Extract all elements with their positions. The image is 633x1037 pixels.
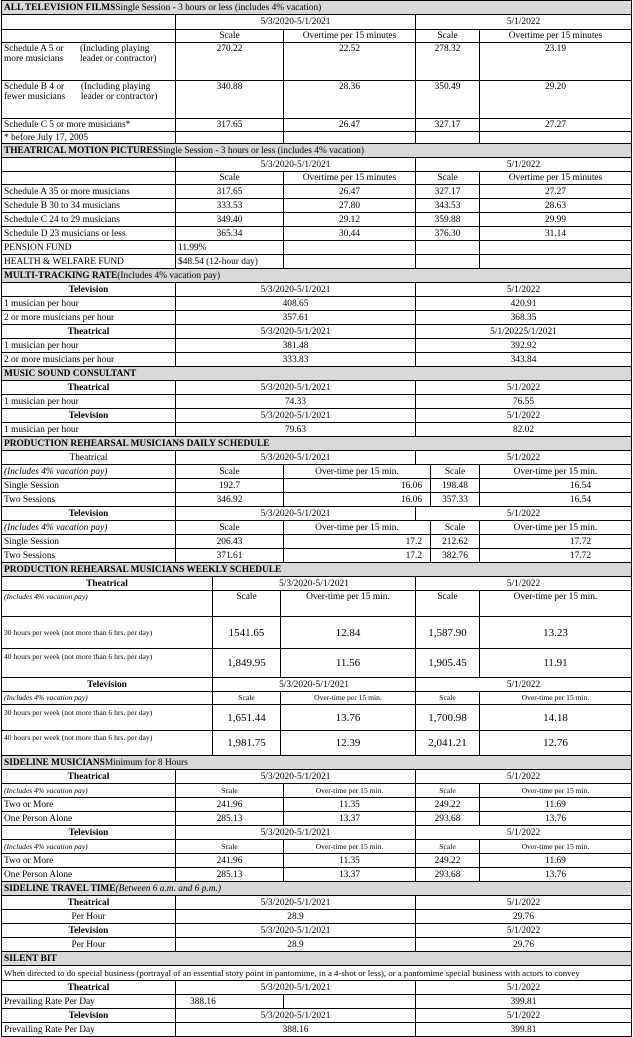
rate-value: 26.47 xyxy=(283,185,415,198)
rate-value: 17.72 xyxy=(479,535,631,548)
row-label: 1 musician per hour xyxy=(4,298,79,309)
period-label: 5/3/2020-5/1/2021 xyxy=(175,158,415,171)
period-label: 5/1/2022 xyxy=(415,826,631,839)
footnote-row xyxy=(1,132,632,144)
rate-value: 13.37 xyxy=(283,812,415,825)
period-label: 5/3/2020-5/1/2021 xyxy=(175,1009,415,1022)
rate-value: 293.68 xyxy=(415,868,479,881)
row-label: 30 hours per week (not more than 6 hrs. per day) xyxy=(4,627,153,637)
rate-value: 11.35 xyxy=(283,798,415,811)
section-header-rehearsal-weekly xyxy=(1,563,632,577)
rate-value: 1,981.75 xyxy=(212,731,280,755)
section-title: MUSIC SOUND CONSULTANT xyxy=(4,368,137,379)
rate-value: 29.76 xyxy=(415,910,631,923)
column-header: Scale xyxy=(415,30,479,42)
period-label: 5/1/2022 xyxy=(415,158,631,171)
column-header: Scale xyxy=(430,521,479,534)
period-label: 5/1/2022 xyxy=(415,896,631,909)
row-label: 1 musician per hour xyxy=(4,340,79,351)
rate-value: 1,700.98 xyxy=(415,705,479,730)
column-header: Overtime per 15 minutes xyxy=(283,30,415,42)
table-row xyxy=(1,731,632,756)
rate-value: 12.76 xyxy=(479,731,631,755)
subheader-label: Television xyxy=(68,284,109,295)
section-header-sideline xyxy=(1,756,632,770)
rate-value: 16.06 xyxy=(283,479,430,492)
row-label: 2 or more musicians per hour xyxy=(4,312,115,323)
column-header: Over-time per 15 min. xyxy=(280,692,415,704)
row-label: PENSION FUND xyxy=(4,242,72,253)
row-label: 40 hours per week (not more than 6 hrs. per day) xyxy=(4,733,153,742)
section-header-travel xyxy=(1,882,632,896)
subheader-row xyxy=(1,381,632,395)
period-label: 5/1/2022 xyxy=(415,451,631,464)
rate-value: 349.40 xyxy=(175,213,283,226)
row-label: Prevailing Rate Per Day xyxy=(4,996,95,1007)
rate-value: 28.9 xyxy=(175,938,415,951)
rate-value: 27.27 xyxy=(479,119,631,131)
subheader-row xyxy=(1,826,632,840)
rate-value: 365.34 xyxy=(175,227,283,240)
column-header: Scale xyxy=(175,172,283,184)
table-row xyxy=(1,297,632,311)
vacation-note: (Includes 4% vacation pay) xyxy=(4,592,88,601)
table-row xyxy=(1,353,632,367)
table-row xyxy=(1,854,632,868)
subheader-label: Television xyxy=(87,679,127,690)
rate-value: 1,651.44 xyxy=(212,705,280,730)
subheader-row xyxy=(1,896,632,910)
vacation-note: (Includes 4% vacation pay) xyxy=(4,522,108,533)
column-header: Over-time per 15 min. xyxy=(283,840,415,853)
rate-value: 357.33 xyxy=(430,493,479,506)
rate-value: 241.96 xyxy=(175,798,283,811)
period-label: 5/1/2022 xyxy=(415,381,631,394)
subheader-row xyxy=(1,770,632,784)
column-header: Overtime per 15 minutes xyxy=(479,30,631,42)
rate-value: 29.99 xyxy=(479,213,631,226)
table-row xyxy=(1,479,632,493)
column-header: Scale xyxy=(415,172,479,184)
row-label: Per Hour xyxy=(71,911,106,922)
rate-value: 27.27 xyxy=(479,185,631,198)
rate-value: 29.76 xyxy=(415,938,631,951)
rate-value: 382.76 xyxy=(430,549,479,562)
column-header: Scale xyxy=(415,591,479,616)
column-header: Scale xyxy=(415,784,479,797)
rate-value: 333.53 xyxy=(175,199,283,212)
period-label: 5/1/2022 xyxy=(415,283,631,296)
rate-value: 14.18 xyxy=(479,705,631,730)
rate-value: 206.43 xyxy=(175,535,283,548)
subheader-label: Television xyxy=(68,1010,109,1021)
rate-value: 388.16 xyxy=(175,995,283,1008)
rate-value: 28.63 xyxy=(479,199,631,212)
rate-value: 17.72 xyxy=(479,549,631,562)
subheader-row xyxy=(1,325,632,339)
period-label: 5/3/2020-5/1/2021 xyxy=(175,283,415,296)
period-label: 5/1/2022 xyxy=(415,577,631,590)
vacation-note: (Includes 4% vacation pay) xyxy=(4,466,108,477)
section-header-rehearsal-daily xyxy=(1,437,632,451)
rate-value: 376.30 xyxy=(415,227,479,240)
table-row xyxy=(1,868,632,882)
section-title: SIDELINE TRAVEL TIME (Between 6 a.m. and 6 p.m.) xyxy=(4,883,221,894)
subheader-row xyxy=(1,283,632,297)
subheader-row xyxy=(1,981,632,995)
rate-value: 317.65 xyxy=(175,119,283,131)
period-label: 5/3/2020-5/1/2021 xyxy=(175,896,415,909)
column-header: Over-time per 15 min. xyxy=(479,840,631,853)
column-header: Over-time per 15 min. xyxy=(479,784,631,797)
column-header: Scale xyxy=(430,465,479,478)
rate-value: 357.61 xyxy=(175,311,415,324)
row-label: 30 hours per week (not more than 6 hrs. per day) xyxy=(4,708,153,717)
rate-value: 16.54 xyxy=(479,479,631,492)
rate-value: 343.84 xyxy=(415,353,631,366)
row-label: 1 musician per hour xyxy=(4,424,79,435)
period-label: 5/3/2020-5/1/2021 xyxy=(175,826,415,839)
subheader-label: Theatrical xyxy=(67,771,110,782)
rate-value: 249.22 xyxy=(415,798,479,811)
column-header: Over-time per 15 min. xyxy=(479,692,631,704)
vacation-note: (Includes 4% vacation pay) xyxy=(4,693,88,702)
column-header: Scale xyxy=(175,521,283,534)
rate-value: 11.69 xyxy=(479,854,631,867)
period-label: 5/3/2020-5/1/2021 xyxy=(175,325,415,338)
rate-value: 27.80 xyxy=(283,199,415,212)
vacation-note: (Includes 4% vacation pay) xyxy=(4,841,88,851)
period-label: 5/1/2022 xyxy=(415,678,631,691)
table-row xyxy=(1,185,632,199)
column-header-row xyxy=(1,784,632,798)
table-row xyxy=(1,910,632,924)
section-header-tv-films xyxy=(1,0,632,15)
column-header-row xyxy=(1,465,632,479)
rate-sheet xyxy=(1,0,632,1037)
subheader-row xyxy=(1,924,632,938)
subheader-row xyxy=(1,678,632,692)
rate-value: 23.19 xyxy=(479,43,631,80)
rate-value: 327.17 xyxy=(415,119,479,131)
section-title: SILENT BIT xyxy=(4,953,57,964)
column-header-row xyxy=(1,692,632,705)
rate-value: 343.53 xyxy=(415,199,479,212)
pension-value: 11.99% xyxy=(175,241,283,254)
table-row xyxy=(1,493,632,507)
table-row xyxy=(1,938,632,952)
column-header-row xyxy=(1,840,632,854)
column-header-row xyxy=(1,521,632,535)
column-header: Scale xyxy=(212,591,280,616)
row-label: Schedule B 30 to 34 musicians xyxy=(4,200,120,211)
health-welfare-value: $48.54 (12-hour day) xyxy=(175,255,283,268)
table-row xyxy=(1,311,632,325)
subheader-row xyxy=(1,1009,632,1023)
table-row xyxy=(1,549,632,563)
table-row xyxy=(1,617,632,649)
row-label: Per Hour xyxy=(71,939,106,950)
rate-value: 399.81 xyxy=(415,995,631,1008)
row-label: Two or More xyxy=(4,799,54,810)
rate-value: 285.13 xyxy=(175,868,283,881)
rate-value: 29.20 xyxy=(479,81,631,118)
row-label: Prevailing Rate Per Day xyxy=(4,1024,95,1035)
subheader-label: Television xyxy=(68,827,109,838)
subheader-label: Television xyxy=(68,925,109,936)
period-label: 5/1/2022 xyxy=(415,15,631,29)
table-row xyxy=(1,339,632,353)
subheader-row xyxy=(1,409,632,423)
period-label: 5/3/2020-5/1/2021 xyxy=(175,381,415,394)
rate-value: 12.84 xyxy=(280,617,415,648)
subheader-label: Theatrical xyxy=(67,382,110,393)
period-label: 5/1/2022 xyxy=(415,924,631,937)
rate-value: 198.48 xyxy=(430,479,479,492)
rate-value: 13.76 xyxy=(479,812,631,825)
rate-value: 11.56 xyxy=(280,649,415,677)
column-header: Scale xyxy=(415,840,479,853)
column-header: Over-time per 15 min. xyxy=(479,521,631,534)
rate-value: 17.2 xyxy=(283,535,430,548)
rate-value: 317.65 xyxy=(175,185,283,198)
period-label: 5/1/20225/1/2021 xyxy=(415,325,631,338)
subheader-label: Theatrical xyxy=(86,578,128,589)
rate-value: 11.35 xyxy=(283,854,415,867)
row-label: Two or More xyxy=(4,855,54,866)
rate-value: 28.9 xyxy=(175,910,415,923)
table-row xyxy=(1,213,632,227)
rate-value: 17.2 xyxy=(283,549,430,562)
section-title: ALL TELEVISION FILMS Single Session - 3 hours or less (includes 4% vacation) xyxy=(4,2,322,13)
rate-value: 368.35 xyxy=(415,311,631,324)
period-row xyxy=(1,15,632,30)
row-label: 40 hours per week (not more than 6 hrs. per day) xyxy=(4,652,153,661)
table-row xyxy=(1,423,632,437)
section-title: PRODUCTION REHEARSAL MUSICIANS DAILY SCHEDULE xyxy=(4,438,270,449)
vacation-note: (Includes 4% vacation pay) xyxy=(4,785,88,795)
row-label: HEALTH & WELFARE FUND xyxy=(4,256,124,267)
section-title: PRODUCTION REHEARSAL MUSICIANS WEEKLY SCHEDULE xyxy=(4,564,282,575)
rate-value: 31.14 xyxy=(479,227,631,240)
rate-value: 285.13 xyxy=(175,812,283,825)
rate-value: 13.76 xyxy=(479,868,631,881)
rate-value: 13.23 xyxy=(479,617,631,648)
period-label: 5/1/2022 xyxy=(415,770,631,783)
rate-value: 388.16 xyxy=(175,1023,415,1036)
period-row xyxy=(1,158,632,172)
row-label: Two Sessions xyxy=(4,550,56,561)
rate-value: 1,849.95 xyxy=(212,649,280,677)
row-label: 2 or more musicians per hour xyxy=(4,354,115,365)
period-label: 5/1/2022 xyxy=(415,507,631,520)
table-row xyxy=(1,812,632,826)
rate-value: 22.52 xyxy=(283,43,415,80)
rate-value: 28.36 xyxy=(283,81,415,118)
period-label: 5/3/2020-5/1/2021 xyxy=(175,981,415,994)
rate-value: 76.55 xyxy=(415,395,631,408)
period-label: 5/3/2020-5/1/2021 xyxy=(175,924,415,937)
rate-value: 2,041.21 xyxy=(415,731,479,755)
rate-value: 249.22 xyxy=(415,854,479,867)
column-header-row xyxy=(1,30,632,43)
table-row xyxy=(1,395,632,409)
rate-value: 333.83 xyxy=(175,353,415,366)
section-description: When directed to do special business (portrayal of an essential story point in pantomime, in a 4-shot or less), or a pantomime special business with actors to convey xyxy=(4,968,580,978)
description-row xyxy=(1,966,632,981)
table-row xyxy=(1,649,632,678)
section-header-consultant xyxy=(1,367,632,381)
subheader-label: Theatrical xyxy=(67,326,110,337)
column-header: Over-time per 15 min. xyxy=(283,784,415,797)
subheader-label: Television xyxy=(68,410,109,421)
rate-value: 30.44 xyxy=(283,227,415,240)
column-header: Over-time per 15 min. xyxy=(479,465,631,478)
rate-value: 420.91 xyxy=(415,297,631,310)
subheader-label: Theatrical xyxy=(67,897,110,908)
rate-value: 13.76 xyxy=(280,705,415,730)
rate-value: 11.69 xyxy=(479,798,631,811)
rate-value: 270.22 xyxy=(175,43,283,80)
column-header: Scale xyxy=(175,30,283,42)
column-header: Over-time per 15 min. xyxy=(283,465,430,478)
pension-row xyxy=(1,241,632,255)
rate-value: 1,905.45 xyxy=(415,649,479,677)
column-header: Over-time per 15 min. xyxy=(280,591,415,616)
row-label: One Person Alone xyxy=(4,813,73,824)
column-header: Scale xyxy=(175,784,283,797)
column-header-row xyxy=(1,591,632,617)
rate-value: 212.62 xyxy=(430,535,479,548)
section-title: SIDELINE MUSICIANS Minimum for 8 Hours xyxy=(4,757,188,768)
rate-value: 12.39 xyxy=(280,731,415,755)
rate-value: 340.88 xyxy=(175,81,283,118)
footnote: * before July 17, 2005 xyxy=(4,132,89,143)
table-row xyxy=(1,199,632,213)
row-label: Single Session xyxy=(4,480,59,491)
table-row xyxy=(1,1023,632,1037)
row-label: Schedule D 23 musicians or less xyxy=(4,228,126,239)
column-header: Scale xyxy=(212,692,280,704)
column-header-row xyxy=(1,172,632,185)
health-welfare-row xyxy=(1,255,632,269)
section-header-multitracking xyxy=(1,269,632,283)
row-label: Schedule A 5 or more musicians (Including playing leader or contractor) xyxy=(4,44,157,64)
row-label: 1 musician per hour xyxy=(4,396,79,407)
rate-value: 1,587.90 xyxy=(415,617,479,648)
rate-value: 26.47 xyxy=(283,119,415,131)
rate-value: 29.12 xyxy=(283,213,415,226)
table-row xyxy=(1,119,632,132)
rate-value: 74.33 xyxy=(175,395,415,408)
rate-value: 1541.65 xyxy=(212,617,280,648)
row-label: Two Sessions xyxy=(4,494,56,505)
table-row xyxy=(1,43,632,81)
period-label: 5/3/2020-5/1/2021 xyxy=(175,451,415,464)
table-row xyxy=(1,227,632,241)
period-label: 5/3/2020-5/1/2021 xyxy=(175,507,415,520)
section-header-theatrical xyxy=(1,144,632,158)
period-label: 5/3/2020-5/1/2021 xyxy=(212,678,415,691)
row-label: Schedule C 24 to 29 musicians xyxy=(4,214,120,225)
section-title: THEATRICAL MOTION PICTURES Single Session - 3 hours or less (includes 4% vacation) xyxy=(4,145,364,156)
rate-value: 371.61 xyxy=(175,549,283,562)
period-label: 5/3/2020-5/1/2021 xyxy=(175,770,415,783)
subheader-row xyxy=(1,451,632,465)
column-header: Scale xyxy=(175,840,283,853)
rate-value: 327.17 xyxy=(415,185,479,198)
period-label: 5/1/2022 xyxy=(415,981,631,994)
row-label: Single Session xyxy=(4,536,59,547)
rate-value: 13.37 xyxy=(283,868,415,881)
rate-value: 11.91 xyxy=(479,649,631,677)
table-row xyxy=(1,535,632,549)
column-header: Overtime per 15 minutes xyxy=(479,172,631,184)
row-label: One Person Alone xyxy=(4,869,73,880)
period-label: 5/1/2022 xyxy=(415,1009,631,1022)
section-title: MULTI-TRACKING RATE (Includes 4% vacation pay) xyxy=(4,270,221,281)
rate-value: 408.65 xyxy=(175,297,415,310)
rate-value: 346.92 xyxy=(175,493,283,506)
table-row xyxy=(1,798,632,812)
column-header: Over-time per 15 min. xyxy=(283,521,430,534)
rate-value: 16.06 xyxy=(283,493,430,506)
subheader-row xyxy=(1,507,632,521)
subheader-label: Television xyxy=(68,508,109,519)
subheader-label: Theatrical xyxy=(69,452,108,463)
subheader-label: Theatrical xyxy=(67,982,110,993)
rate-value: 350.49 xyxy=(415,81,479,118)
column-header: Scale xyxy=(175,465,283,478)
column-header: Over-time per 15 min. xyxy=(479,591,631,616)
period-label: 5/3/2020-5/1/2021 xyxy=(212,577,415,590)
table-row xyxy=(1,995,632,1009)
period-label: 5/3/2020-5/1/2021 xyxy=(175,15,415,29)
row-label: Schedule C 5 or more musicians* xyxy=(4,120,131,130)
period-label: 5/1/2022 xyxy=(415,409,631,422)
rate-value: 241.96 xyxy=(175,854,283,867)
rate-value: 399.81 xyxy=(415,1023,631,1036)
rate-value: 392.92 xyxy=(415,339,631,352)
subheader-row xyxy=(1,577,632,591)
table-row xyxy=(1,81,632,119)
rate-value: 79.63 xyxy=(175,423,415,436)
rate-value: 82.02 xyxy=(415,423,631,436)
column-header: Overtime per 15 minutes xyxy=(283,172,415,184)
rate-value: 278.32 xyxy=(415,43,479,80)
rate-value: 16.54 xyxy=(479,493,631,506)
row-label: Schedule A 35 or more musicians xyxy=(4,186,130,197)
rate-value: 359.88 xyxy=(415,213,479,226)
table-row xyxy=(1,705,632,731)
rate-value: 192.7 xyxy=(175,479,283,492)
rate-value: 381.48 xyxy=(175,339,415,352)
row-label: Schedule B 4 or fewer musicians (Including playing leader or contractor) xyxy=(4,82,158,102)
column-header: Scale xyxy=(415,692,479,704)
period-label: 5/3/2020-5/1/2021 xyxy=(175,409,415,422)
section-header-silent-bit xyxy=(1,952,632,966)
rate-value: 293.68 xyxy=(415,812,479,825)
